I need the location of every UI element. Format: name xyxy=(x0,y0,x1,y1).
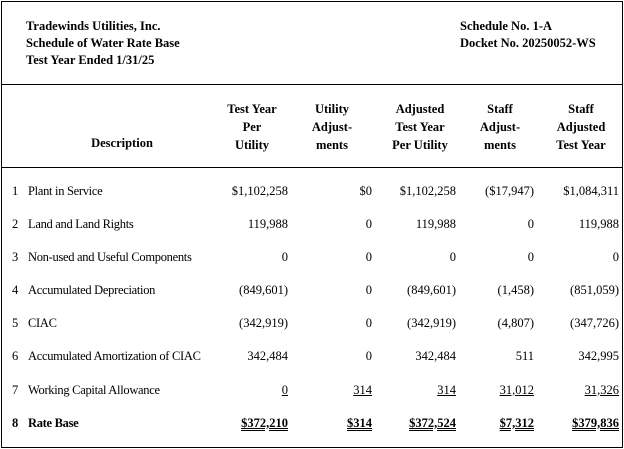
schedule-number: Schedule No. 1-A xyxy=(460,19,553,33)
rate-base-schedule xyxy=(1,1,623,448)
cell-staff-adj: (4,807) xyxy=(497,316,534,330)
row-number: 1 xyxy=(12,184,19,198)
cell-utility-adj: 0 xyxy=(365,316,372,330)
row-number: 2 xyxy=(12,217,19,231)
cell-staff-adjusted: $1,084,311 xyxy=(563,184,619,198)
row-number: 8 xyxy=(12,416,19,430)
cell-utility-adj: 0 xyxy=(365,250,372,264)
col-head-adjusted-test-year: Adjusted Test Year Per Utility xyxy=(392,102,448,152)
col-head-staff-adjustments: Staff Adjust- ments xyxy=(479,102,521,152)
row-label: Working Capital Allowance xyxy=(28,383,160,397)
cell-utility-adj: 314 xyxy=(353,383,372,397)
column-head-rule xyxy=(2,167,622,168)
cell-utility-adj: $314 xyxy=(347,416,372,430)
docket-number: Docket No. 20250052-WS xyxy=(460,36,596,50)
cell-staff-adj: $7,312 xyxy=(499,416,534,430)
row-number: 5 xyxy=(12,316,19,330)
cell-test-year: 119,988 xyxy=(247,217,288,231)
cell-utility-adj: $0 xyxy=(359,184,372,198)
table-row-working-capital xyxy=(2,383,622,403)
col-head-utility-adjustments: Utility Adjust- ments xyxy=(311,102,353,152)
header-right xyxy=(460,18,596,52)
schedule-title: Schedule of Water Rate Base xyxy=(26,36,180,50)
cell-staff-adjusted: $379,836 xyxy=(572,416,619,430)
row-number: 4 xyxy=(12,283,19,297)
header-left xyxy=(26,18,180,69)
cell-adjusted: 0 xyxy=(449,250,456,264)
col-head-test-year-per-utility: Test Year Per Utility xyxy=(227,102,277,152)
cell-staff-adj: 511 xyxy=(515,349,534,363)
cell-test-year: 342,484 xyxy=(247,349,288,363)
cell-staff-adjusted: 119,988 xyxy=(578,217,619,231)
cell-staff-adjusted: 0 xyxy=(612,250,619,264)
cell-staff-adj: 31,012 xyxy=(499,383,534,397)
cell-staff-adjusted: 342,995 xyxy=(578,349,619,363)
cell-staff-adj: 0 xyxy=(527,250,534,264)
test-year-label: Test Year Ended 1/31/25 xyxy=(26,53,155,67)
table-row-non-used xyxy=(2,250,622,270)
row-label: Rate Base xyxy=(28,416,79,430)
cell-test-year: (342,919) xyxy=(239,316,288,330)
cell-test-year: 0 xyxy=(281,383,288,397)
row-label: Land and Land Rights xyxy=(28,217,134,231)
col-head-description: Description xyxy=(91,136,153,150)
row-label: Accumulated Amortization of CIAC xyxy=(28,349,201,363)
cell-test-year: (849,601) xyxy=(239,283,288,297)
cell-staff-adj: 0 xyxy=(527,217,534,231)
cell-adjusted: (849,601) xyxy=(407,283,456,297)
cell-test-year: $1,102,258 xyxy=(231,184,288,198)
table-row-ciac xyxy=(2,316,622,336)
table-row-accum-depreciation xyxy=(2,283,622,303)
cell-adjusted: (342,919) xyxy=(407,316,456,330)
cell-adjusted: 342,484 xyxy=(415,349,456,363)
cell-staff-adj: (1,458) xyxy=(497,283,534,297)
row-label: CIAC xyxy=(28,316,57,330)
table-row-rate-base xyxy=(2,416,622,436)
cell-utility-adj: 0 xyxy=(365,283,372,297)
cell-staff-adjusted: (347,726) xyxy=(570,316,619,330)
cell-staff-adjusted: 31,326 xyxy=(584,383,619,397)
col-head-staff-adjusted-test-year: Staff Adjusted Test Year xyxy=(556,102,606,152)
cell-utility-adj: 0 xyxy=(365,349,372,363)
row-label: Plant in Service xyxy=(28,184,103,198)
cell-utility-adj: 0 xyxy=(365,217,372,231)
table-row-plant-in-service xyxy=(2,184,622,204)
cell-staff-adj: ($17,947) xyxy=(485,184,534,198)
row-number: 7 xyxy=(12,383,19,397)
cell-adjusted: $372,524 xyxy=(409,416,456,430)
company-name: Tradewinds Utilities, Inc. xyxy=(26,19,161,33)
row-label: Non-used and Useful Components xyxy=(28,250,192,264)
row-label: Accumulated Depreciation xyxy=(28,283,156,297)
header-rule xyxy=(2,84,622,85)
table-row-land xyxy=(2,217,622,237)
cell-adjusted: 119,988 xyxy=(415,217,456,231)
cell-staff-adjusted: (851,059) xyxy=(570,283,619,297)
cell-adjusted: 314 xyxy=(437,383,456,397)
row-number: 6 xyxy=(12,349,19,363)
cell-test-year: $372,210 xyxy=(241,416,288,430)
row-number: 3 xyxy=(12,250,19,264)
table-row-accum-amortization xyxy=(2,349,622,369)
cell-adjusted: $1,102,258 xyxy=(399,184,456,198)
cell-test-year: 0 xyxy=(281,250,288,264)
